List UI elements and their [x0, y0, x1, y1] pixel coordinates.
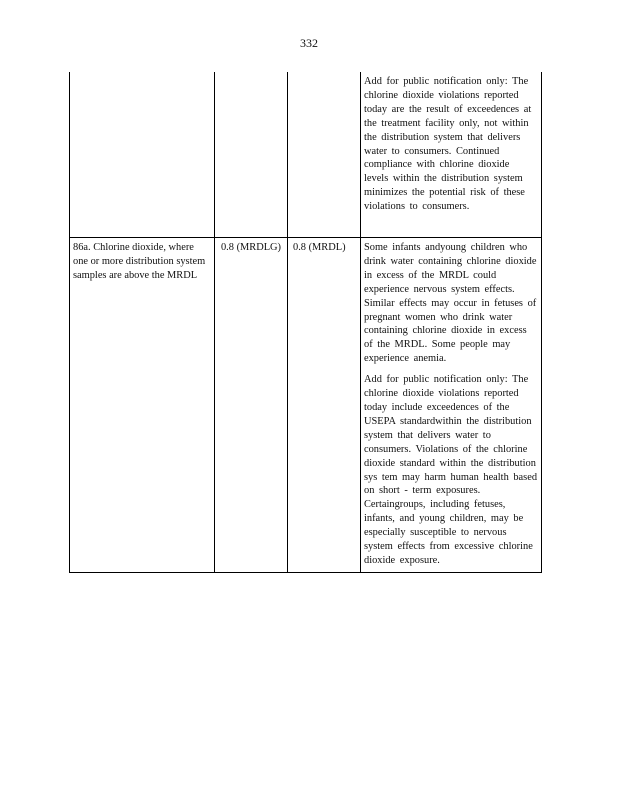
page-number: 332: [300, 36, 318, 50]
health-effects-paragraph: Add for public notification only: The chlorine dioxide violations reported today include exceedences of the USEPA standardwithin the distribution system that delivers water to consumers. Violations of the chlorine dioxide standard within the distribution sys tem may harm human health based on short - term exposures. Certaingroups, including fetuses, infants, and young children, may be especially susceptible to nervous system effects from excessive chlorine dioxide exposure.: [364, 374, 538, 566]
table-row: [70, 238, 542, 573]
mcl-cell: 0.8 (MRDL): [288, 238, 361, 573]
contaminant-cell: 86a. Chlorine dioxide, where one or more distribution system samples are above the MRDL: [70, 238, 215, 573]
health-effects-paragraph: Some infants andyoung children who drink water containing chlorine dioxide in excess of the MRDL could experience nervous system effects. Similar effects may occur in fetuses of pregnant women who drink water containing chlorine dioxide in excess of the MRDL. Some people may experience anemia.: [364, 242, 537, 365]
mcl-cell: [288, 72, 361, 238]
health-effects-cell: [361, 238, 542, 573]
contaminant-cell: [70, 72, 215, 238]
table-row: [70, 72, 542, 238]
contaminant-table: [69, 72, 541, 573]
health-effects-cell: [361, 72, 542, 238]
health-effects-paragraph: Add for public notification only: The chlorine dioxide violations reported today are the result of exceedences at the treatment facility only, not within the distribution system that delivers water to consumers. Continued compliance with chlorine dioxide levels within the distribution system minimizes the potential risk of these violations to consumers.: [364, 76, 532, 213]
mclg-cell: [215, 72, 288, 238]
mclg-cell: 0.8 (MRDLG): [215, 238, 288, 573]
